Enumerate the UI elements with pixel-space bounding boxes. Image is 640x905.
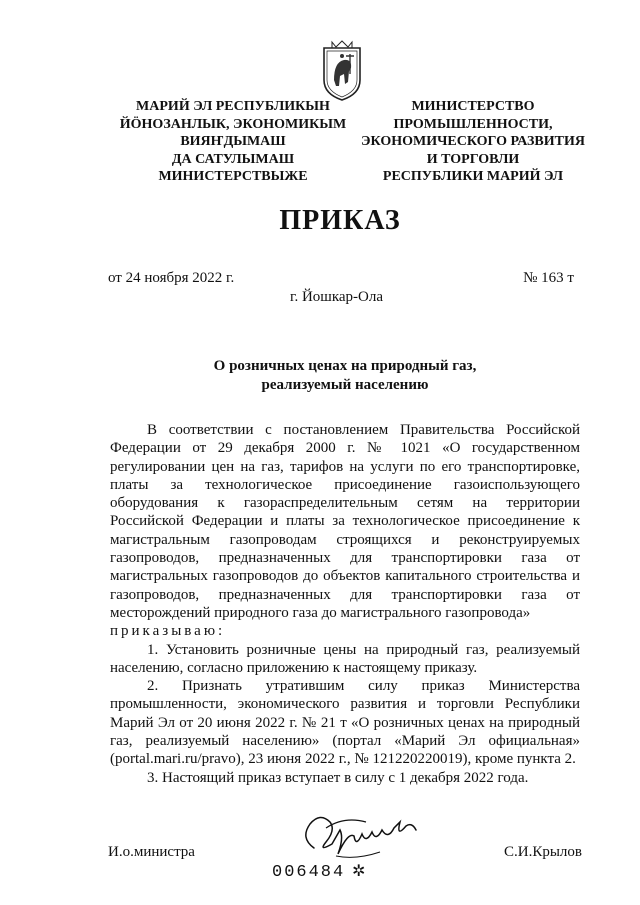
- header-left-line: МИНИСТЕРСТВЫЖЕ: [158, 169, 308, 184]
- signatory-position: И.о.министра: [108, 844, 195, 860]
- header-left-line: ВИЯҤДЫМАШ: [180, 134, 286, 149]
- header-right-line: ПРОМЫШЛЕННОСТИ,: [393, 116, 553, 132]
- body-intro: В соответствии с постановлением Правительства Российской Федерации от 29 декабря 2000 г. № 1021 «О государственном регулировании цен на газ, тарифов на услуги по его транспортировке, платы за технологическое присоединение газоиспользующего оборудования к газораспределительным сетям на территории Российской Федерации и платы за технологическое присоединение к магистральным газопроводам строящихся и реконструируемых газопроводов, предназначенных для транспортировки газа от магистральных газопроводов до объектов капитального строительства и газопроводов, предназначенных для транспортировки газа от месторождений природного газа до магистрального газопровода»: [110, 422, 580, 621]
- coat-of-arms-emblem: [318, 40, 366, 104]
- body-item-2: 2. Признать утратившим силу приказ Министерства промышленности, экономического развития и торговли Республики Марий Эл от 20 июня 2022 г. № 21 т «О розничных ценах на природный газ, реализуемый населению» (портал «Марий Эл официальная» (portal.mari.ru/pravo), 23 июня 2022 г., № 121220220019), кроме пункта 2.: [110, 678, 580, 768]
- header-right-line: ЭКОНОМИЧЕСКОГО РАЗВИТИЯ: [361, 134, 585, 149]
- document-subject: [110, 357, 580, 394]
- subject-line: О розничных ценах на природный газ,: [213, 358, 477, 374]
- document-city: г. Йошкар-Ола: [290, 289, 384, 305]
- header-right-block: [357, 98, 589, 186]
- header-left-line: МАРИЙ ЭЛ РЕСПУБЛИКЫН: [136, 99, 330, 114]
- header-right-line: РЕСПУБЛИКИ МАРИЙ ЭЛ: [382, 169, 564, 184]
- document-body: [110, 421, 580, 787]
- header-left-block: [113, 98, 353, 186]
- document-title: ПРИКАЗ: [279, 205, 401, 236]
- handwritten-signature: [296, 808, 428, 866]
- subject-line: реализуемый населению: [261, 376, 429, 393]
- header-left-line: ДА САТУЛЫМАШ: [171, 151, 295, 167]
- document-number: № 163 т: [523, 270, 574, 286]
- body-order-word: приказываю:: [110, 623, 226, 640]
- header-right-line: МИНИСТЕРСТВО: [411, 99, 535, 114]
- signatory-name: С.И.Крылов: [504, 844, 582, 860]
- header-right-line: И ТОРГОВЛИ: [426, 151, 520, 167]
- body-item-1: 1. Установить розничные цены на природный газ, реализуемый населению, согласно приложению к настоящему приказу.: [110, 641, 580, 676]
- body-item-3: 3. Настоящий приказ вступает в силу с 1 декабря 2022 года.: [147, 769, 529, 786]
- document-date: от 24 ноября 2022 г.: [108, 270, 235, 286]
- serial-number: 006484: [272, 863, 346, 882]
- asterisk-mark-icon: ✲: [352, 863, 366, 880]
- header-left-line: ЙӦНОЗАНЛЫК, ЭКОНОМИКЫМ: [119, 116, 347, 132]
